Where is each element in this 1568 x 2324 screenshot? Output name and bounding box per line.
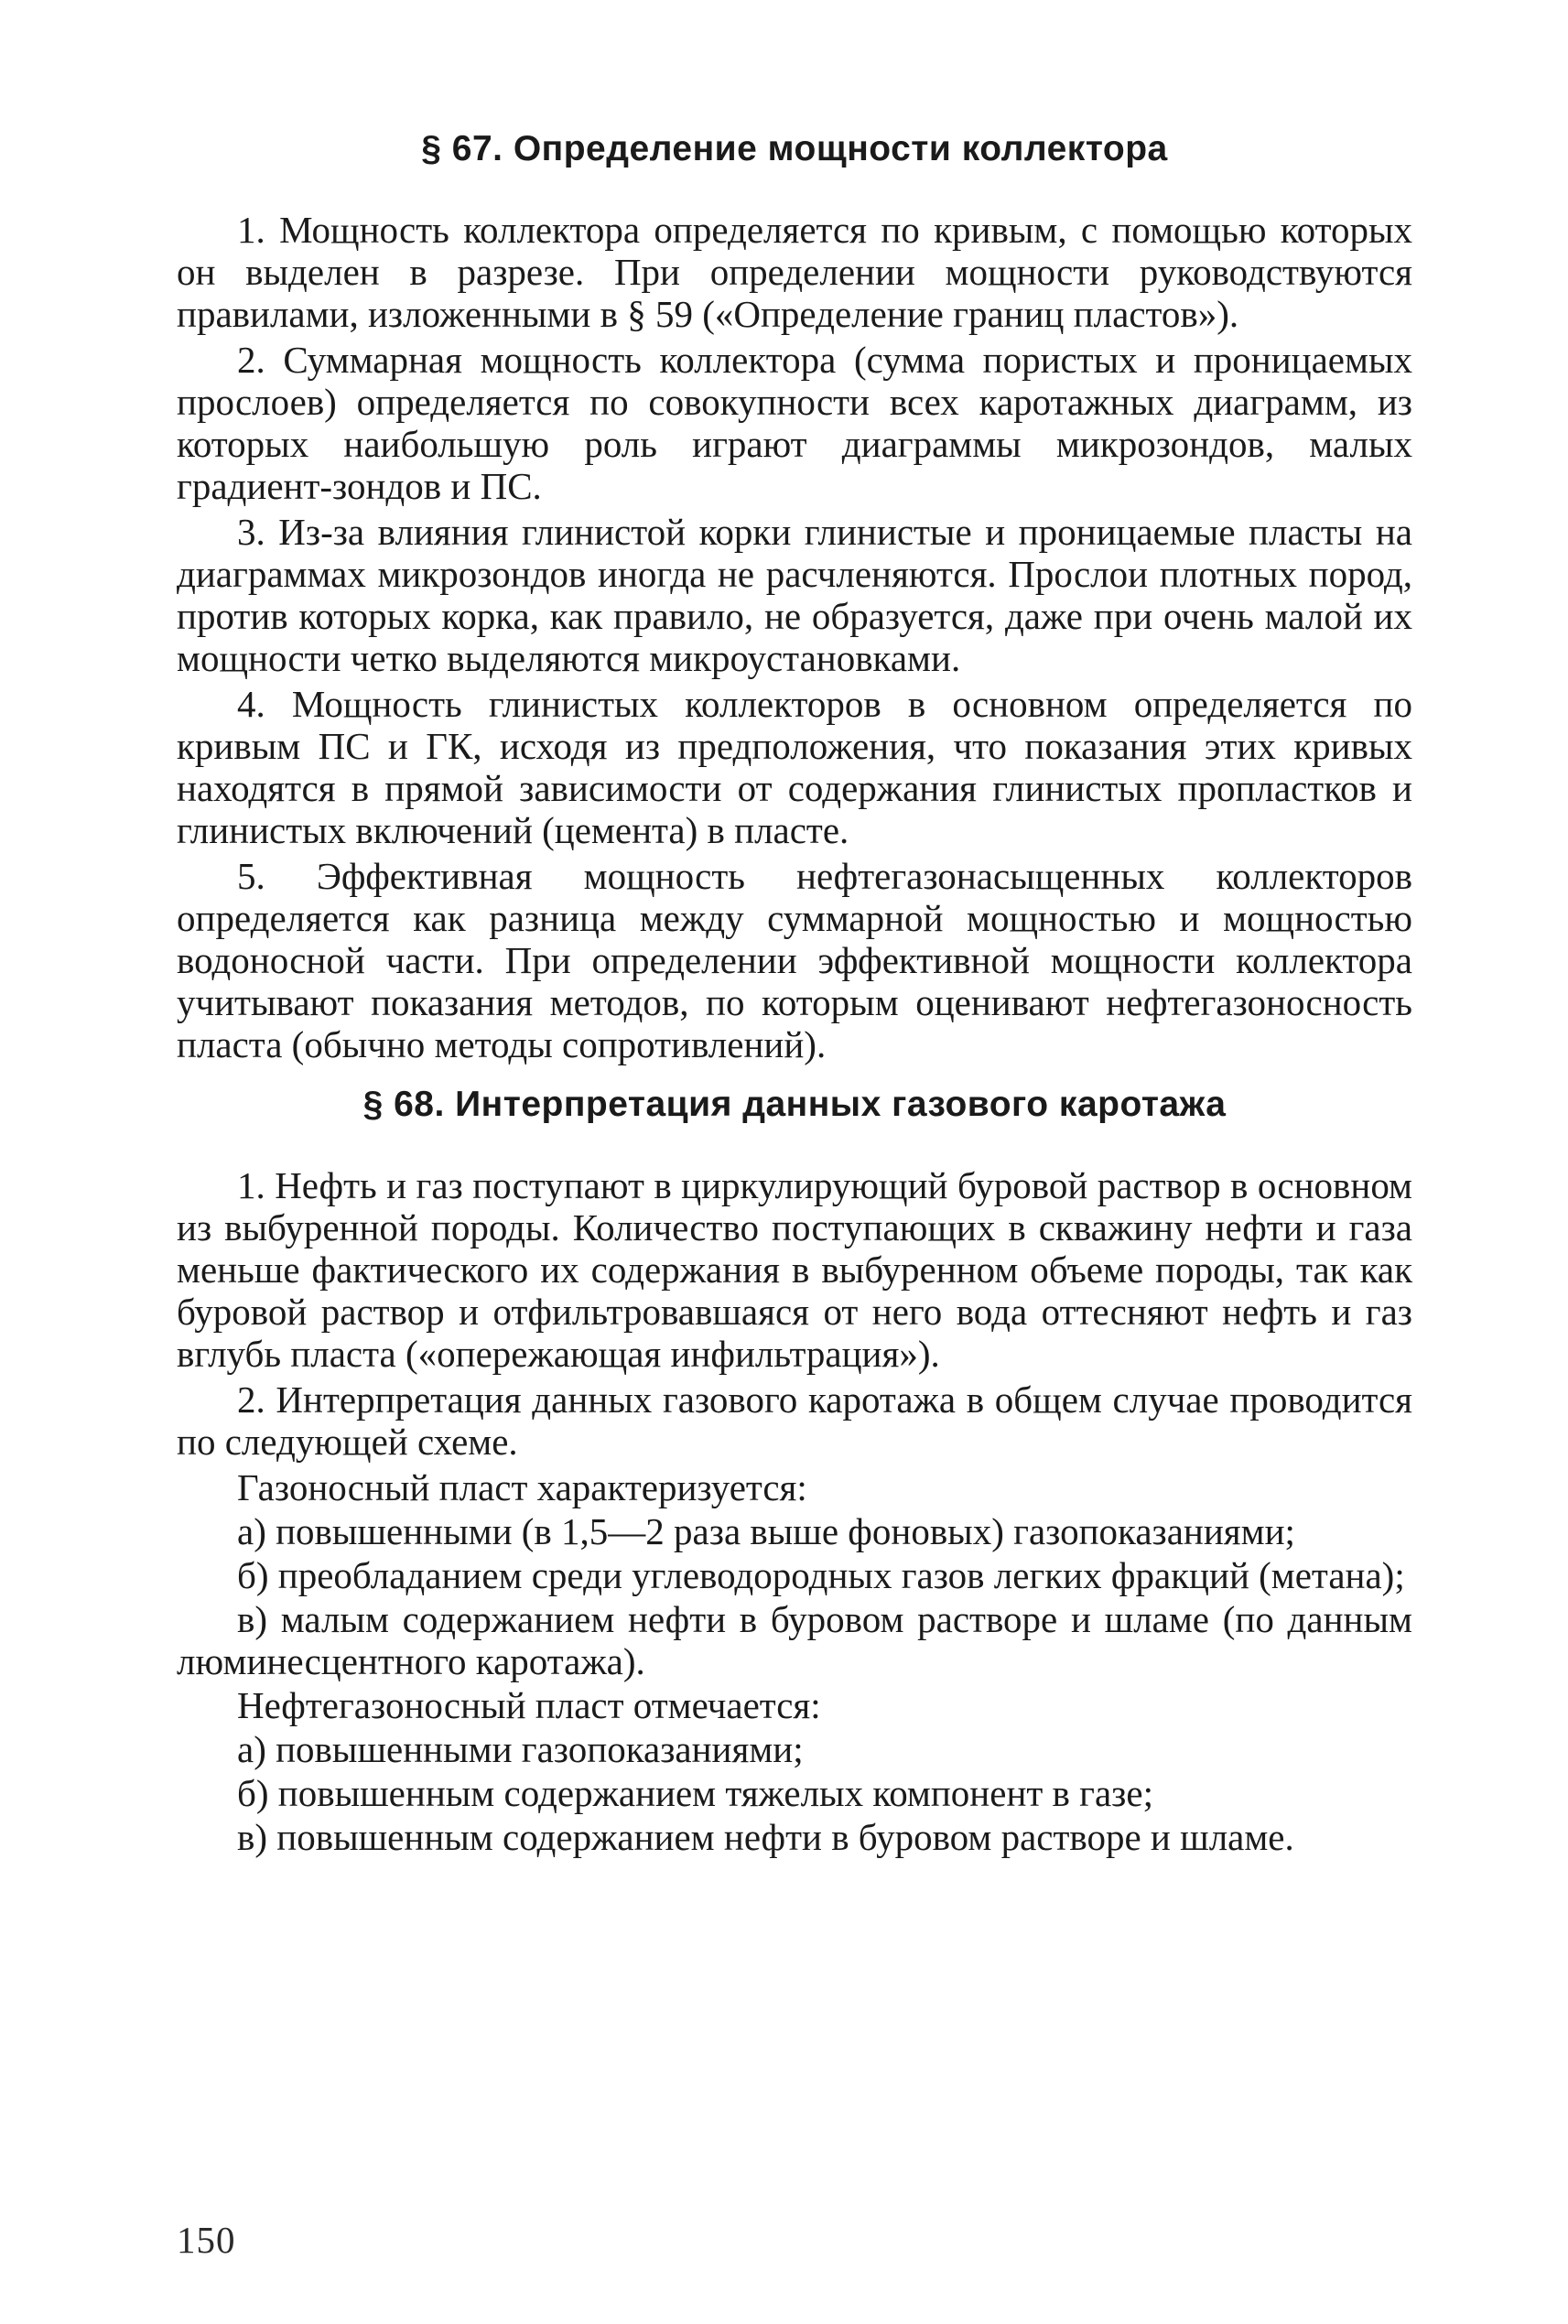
gas-bed-intro: Газоносный пласт характеризуется: — [237, 1466, 807, 1508]
section-67-paragraph-4: 4. Мощность глинистых коллекторов в основном определяется по кривым ПС и ГК, исходя из предположения, что показания этих кривых находятся в прямой зависимости от содержания глинистых пропластков и глинистых включений (цемента) в пласте. — [177, 683, 1412, 851]
section-67-paragraph-3: 3. Из-за влияния глинистой корки глинистые и проницаемые пласты на диаграммах микрозондов иногда не расчленяются. Прослои плотных пород, против которых корка, как правило, не образуется, даже при очень малой их мощности четко выделяются микроустановками. — [177, 511, 1412, 679]
section-68-paragraph-2: 2. Интерпретация данных газового каротажа в общем случае проводится по следующей схеме. — [177, 1378, 1412, 1463]
oil-gas-bed-intro: Нефтегазоносный пласт отмечается: — [237, 1684, 821, 1726]
section-67-paragraph-1: 1. Мощность коллектора определяется по кривым, с помощью которых он выделен в разрезе. При определении мощности руководствуются правилами, изложенными в § 59 («Определение границ пластов»). — [177, 209, 1412, 335]
section-68-paragraph-1: 1. Нефть и газ поступают в циркулирующий буровой раствор в основном из выбуренной породы. Количество поступающих в скважину нефти и газа меньше фактического их содержания в выбуренном объеме породы, так как буровой раствор и отфильтровавшаяся от него вода оттесняют нефть и газ вглубь пласта («опережающая инфильтрация»). — [177, 1164, 1412, 1375]
oil-gas-bed-item-b: б) повышенным содержанием тяжелых компонент в газе; — [237, 1772, 1153, 1814]
gas-bed-item-a: а) повышенными (в 1,5—2 раза выше фоновых) газопоказаниями; — [237, 1510, 1295, 1552]
section-67-paragraph-5: 5. Эффективная мощность нефтегазонасыщенных коллекторов определяется как разница между суммарной мощностью и мощностью водоносной части. При определении эффективной мощности коллектора учитывают показания методов, по которым оценивают нефтегазоносность пласта (обычно методы сопротивлений). — [177, 855, 1412, 1065]
book-page — [177, 128, 1412, 2261]
section-68-heading: § 68. Интерпретация данных газового каротажа — [362, 1085, 1227, 1124]
gas-bed-item-b: б) преобладанием среди углеводородных газов легких фракций (метана); — [237, 1554, 1405, 1596]
gas-bed-item-c: в) малым содержанием нефти в буровом растворе и шламе (по данным люминесцентного каротажа). — [177, 1598, 1412, 1682]
section-67-paragraph-2: 2. Суммарная мощность коллектора (сумма пористых и проницаемых прослоев) определяется по совокупности всех каротажных диаграмм, из которых наибольшую роль играют диаграммы микрозондов, малых градиент-зондов и ПС. — [177, 339, 1412, 507]
oil-gas-bed-item-a: а) повышенными газопоказаниями; — [237, 1728, 804, 1770]
oil-gas-bed-item-c: в) повышенным содержанием нефти в буровом растворе и шламе. — [237, 1816, 1294, 1858]
section-67-heading: § 67. Определение мощности коллектора — [421, 129, 1168, 168]
page-number: 150 — [177, 2219, 236, 2261]
